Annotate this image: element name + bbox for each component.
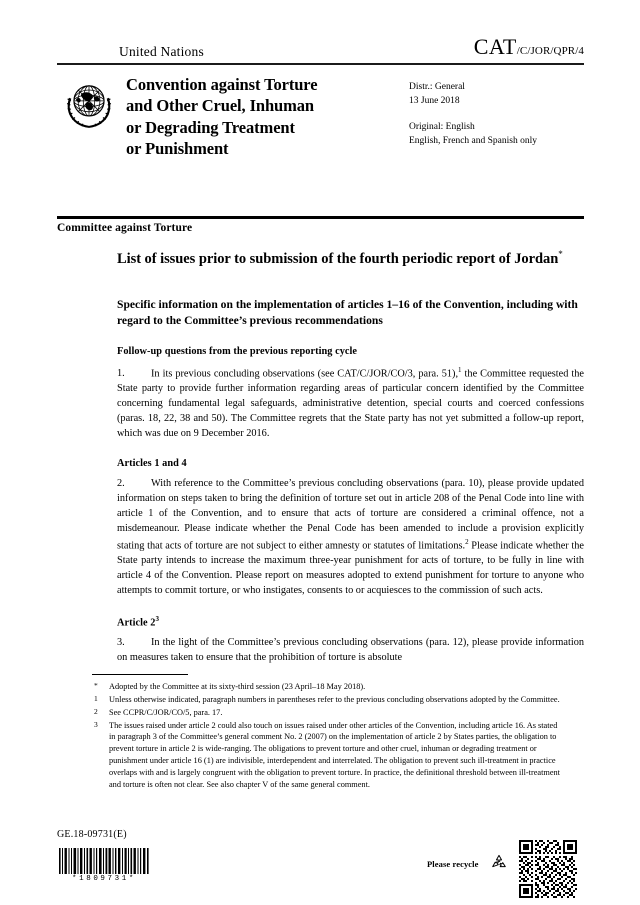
masthead-body [57,65,584,216]
masthead [57,34,584,219]
footnote-marker: 1 [94,693,98,703]
footnotes-block [92,681,560,792]
footnote-text: The issues raised under article 2 could also touch on issues raised under other articles of the Convention, including article 16. As stated in paragraph 3 of the Committee’s general comment No. 2 (2007) on the implementation of article 2 by States parties, the obligation to prevent torture in article 2 is wide-ranging. The obligations to prevent torture and other cruel, inhuman or degrading treatment or punishment under article 16 (1) are indivisible, interdependent and interrelated. The obligation to prevent such ill-treatment in practice overlaps with and is largely congruent with the obligation to prevent torture. In practice, the definitional threshold between ill-treatment and torture is often not clear. See also chapter V of the same general comment. [109,720,560,789]
section-heading-followup: Follow-up questions from the previous reporting cycle [117,346,358,357]
committee-name: Committee against Torture [57,222,193,234]
un-emblem-icon [63,78,115,130]
footnote-marker: 3 [94,719,98,729]
paragraph-1 [117,365,584,442]
barcode-text: *1809731* [72,875,136,883]
document-symbol-suffix: /C/JOR/QPR/4 [516,45,584,57]
barcode-icon [58,848,150,874]
distribution-line: Distr.: General [409,82,465,92]
masthead-meta [387,74,584,216]
paragraph-1-footnote-marker: 1 [458,366,462,374]
convention-title-line-3: or Degrading Treatment [126,117,295,137]
section-heading-article-2-text: Article 2 [117,617,156,629]
paragraph-3 [117,636,584,666]
original-language: Original: English [409,121,475,132]
paragraph-1-text-before: In its previous concluding observations (see CAT/C/JOR/CO/3, para. 51), [151,368,459,380]
recycle-icon [490,853,508,871]
masthead-left [57,74,387,216]
page-title [117,248,584,269]
footnote-marker: 2 [94,706,98,716]
footnote-item [92,707,560,719]
section-heading-articles-1-and-4: Articles 1 and 4 [117,458,187,470]
masthead-bottom-rule [57,216,584,219]
document-date: 13 June 2018 [409,96,460,107]
paragraph-1-text-after: the Committee requested the State party to provide further information regarding areas of particular concern identified by the Committee concerning fundamental legal safeguards, administrative detention, special courts and coerced confessions (paras. 18, 22, 38 and 50). The Committee regrets that the State party has not yet submitted a follow-up report, which was due on 9 December 2016. [117,368,584,440]
convention-title-line-4: or Punishment [126,139,229,159]
footnote-text: Adopted by the Committee at its sixty-third session (23 April–18 May 2018). [109,682,366,691]
available-languages: English, French and Spanish only [409,135,537,146]
document-symbol [474,34,584,60]
page-subtitle: Specific information on the implementation of articles 1–16 of the Convention, including with regard to the Committee’s previous recommendations [117,298,578,328]
document-symbol-main: CAT [473,34,517,59]
footnote-item [92,681,560,693]
convention-title-line-1: Convention against Torture [126,75,318,94]
paragraph-2-text-before: With reference to the Committee’s previous concluding observations (para. 10), please provide updated information on steps taken to bring the definition of torture set out in article 208 of the Penal Code into line with article 1 of the Convention, and to ensure that acts of torture are considered a criminal offence, not a misdemeanour. Please indicate whether the Penal Code has been amended to include a provision explicitly stating that acts of torture are not subject to either amnesty or statutes of limitations. [117,478,584,552]
document-body [117,346,584,677]
meta-spacer [409,109,584,120]
organization-name: United Nations [119,44,204,59]
convention-title [126,74,317,160]
recycle-label: Please recycle [427,859,479,869]
paragraph-2-footnote-marker: 2 [465,537,469,546]
paragraph-2-text-after: Please indicate whether the State party intends to increase the maximum three-year punishment for acts of torture, to be fully in line with article 4 of the Convention. Please report on measures adopted to extend punishment for torture to anyone who attempts to commit torture, or who instigates, consents to or acquiesces to the commission of such acts. [117,540,585,596]
footnote-text: See CCPR/C/JOR/CO/5, para. 17. [109,707,223,717]
footnote-text: Unless otherwise indicated, paragraph numbers in parentheses refer to the previous concluding observations adopted by the Committee. [109,694,560,704]
convention-title-line-2: and Other Cruel, Inhuman [126,96,315,116]
page-title-footnote-marker: * [558,249,563,259]
footnote-item [92,694,560,706]
paragraph-2-number: 2. [117,478,125,490]
paragraph-3-number: 3. [117,637,125,649]
page-title-text: List of issues prior to submission of the fourth periodic report of Jordan [117,250,559,267]
paragraph-2 [117,477,584,599]
paragraph-1-number: 1. [117,368,125,380]
qr-code-icon [519,840,577,898]
section-heading-article-2-footnote-marker: 3 [155,614,160,623]
masthead-top-row [57,34,584,63]
footnote-separator [92,674,188,675]
footnote-marker: * [94,681,98,690]
paragraph-3-text-before: In the light of the Committee’s previous concluding observations (para. 12), please provide information on measures taken to ensure that the prohibition of torture is absolute [117,637,584,664]
footnote-item [92,720,560,791]
job-number: GE.18-09731(E) [57,829,127,840]
section-heading-article-2 [117,615,584,628]
